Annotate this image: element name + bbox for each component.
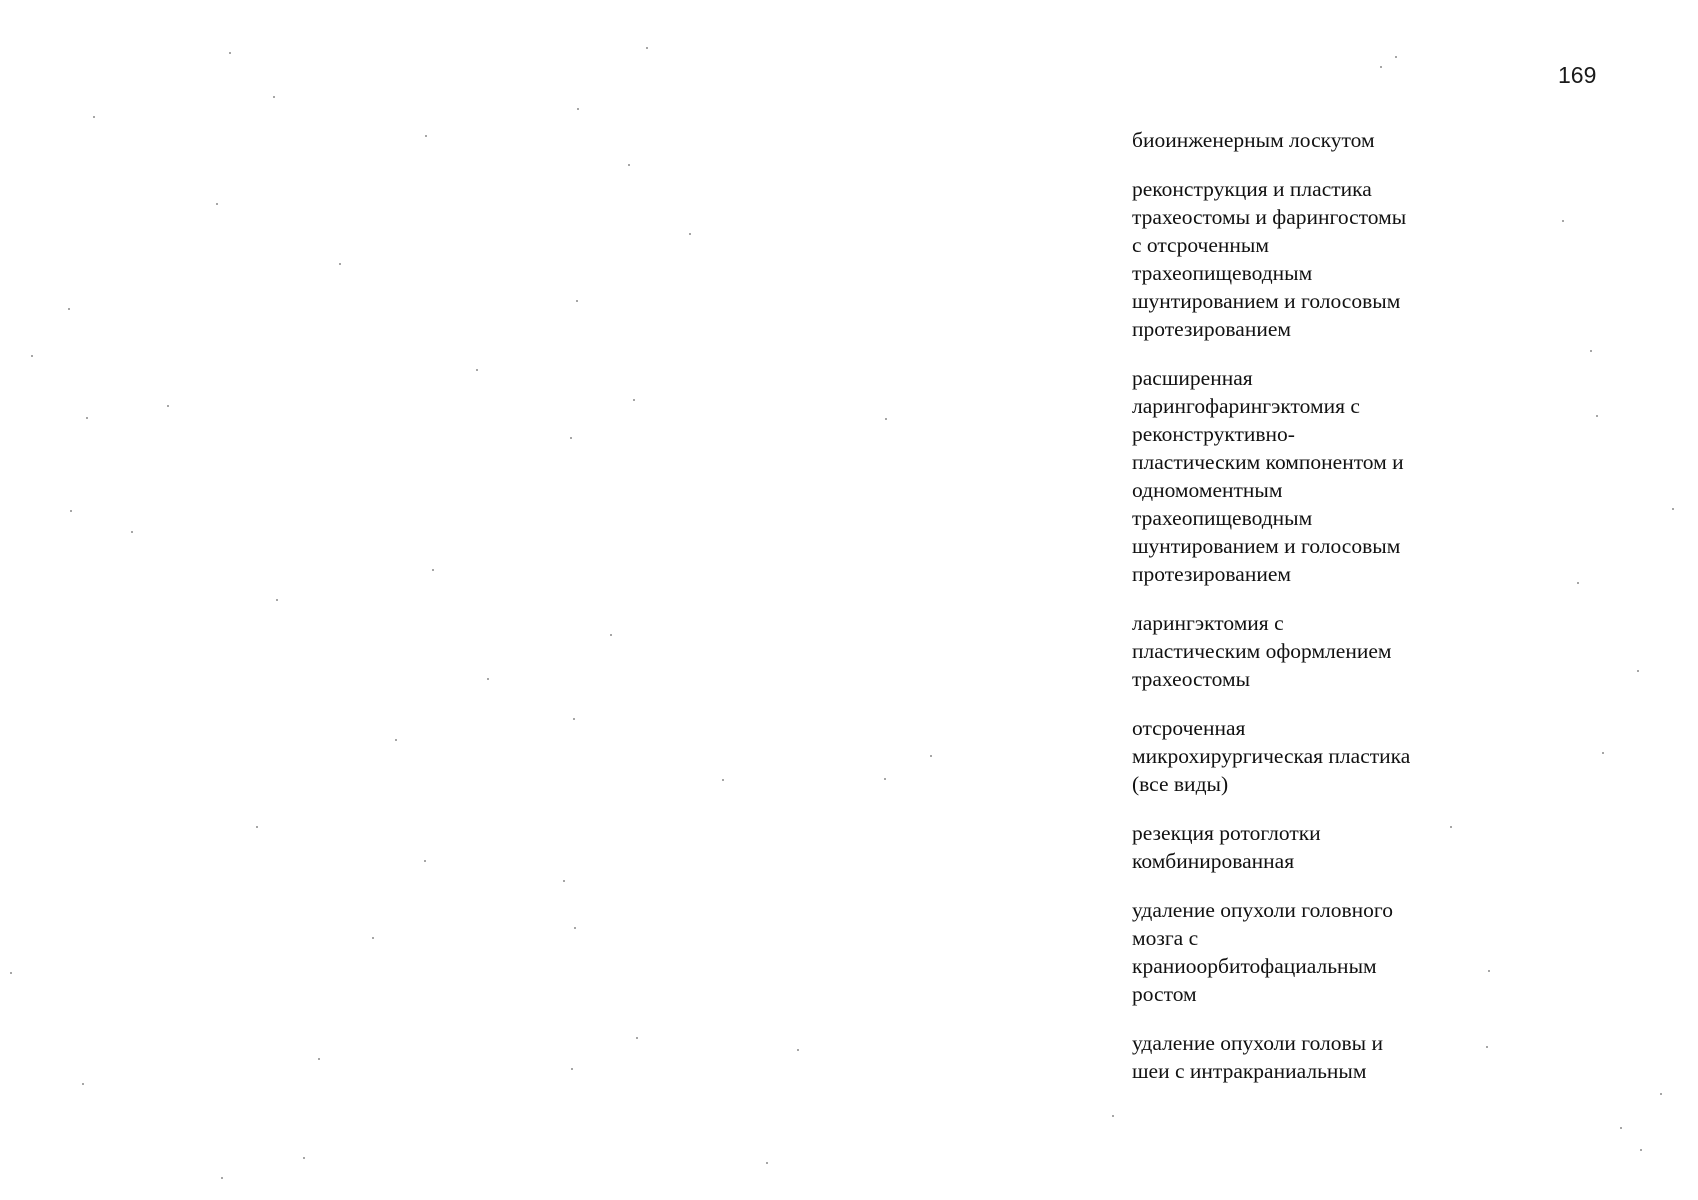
procedure-entry [1132, 896, 1472, 1008]
procedure-text-line: краниоорбитофациальным [1132, 954, 1377, 978]
procedure-text-line: трахеопищеводным [1132, 506, 1313, 530]
procedure-text-line: пластическим оформлением [1132, 639, 1392, 663]
procedure-text-line: протезированием [1132, 562, 1291, 586]
procedure-text-line: пластическим компонентом и [1132, 450, 1404, 474]
procedure-text-line: отсроченная [1132, 716, 1246, 740]
procedure-text-line: мозга с [1132, 926, 1199, 950]
procedure-text-line: ростом [1132, 982, 1197, 1006]
procedure-text-line: трахеостомы и фарингостомы [1132, 205, 1407, 229]
procedure-text-line: (все виды) [1132, 772, 1229, 796]
procedure-text-line: ларингэктомия с [1132, 611, 1284, 635]
procedure-text-line: шунтированием и голосовым [1132, 534, 1401, 558]
procedure-entry [1132, 819, 1472, 875]
procedure-text-line: трахеопищеводным [1132, 261, 1313, 285]
procedure-text-line: одномоментным [1132, 478, 1283, 502]
procedure-text-line: шунтированием и голосовым [1132, 289, 1401, 313]
procedure-text-line: удаление опухоли головы и [1132, 1031, 1383, 1055]
procedure-text-line: расширенная [1132, 366, 1253, 390]
procedure-text-line: шеи с интракраниальным [1132, 1059, 1367, 1083]
procedure-entry [1132, 364, 1472, 588]
procedure-entry [1132, 1029, 1472, 1085]
procedure-text-line: ларингофарингэктомия с [1132, 394, 1360, 418]
procedure-text-line: протезированием [1132, 317, 1291, 341]
procedure-text-line: биоинженерным лоскутом [1132, 128, 1375, 152]
procedure-text-line: комбинированная [1132, 849, 1295, 873]
procedure-text-line: трахеостомы [1132, 667, 1251, 691]
procedure-text-line: резекция ротоглотки [1132, 821, 1321, 845]
procedure-text-line: удаление опухоли головного [1132, 898, 1393, 922]
procedure-text-line: реконструкция и пластика [1132, 177, 1372, 201]
page-number: 169 [1558, 62, 1597, 88]
procedure-list [1132, 126, 1472, 1106]
procedure-text-line: с отсроченным [1132, 233, 1269, 257]
procedure-entry [1132, 714, 1472, 798]
procedure-text-line: реконструктивно- [1132, 422, 1295, 446]
procedure-entry [1132, 126, 1472, 154]
procedure-entry [1132, 175, 1472, 343]
procedure-entry [1132, 609, 1472, 693]
procedure-text-line: микрохирургическая пластика [1132, 744, 1411, 768]
